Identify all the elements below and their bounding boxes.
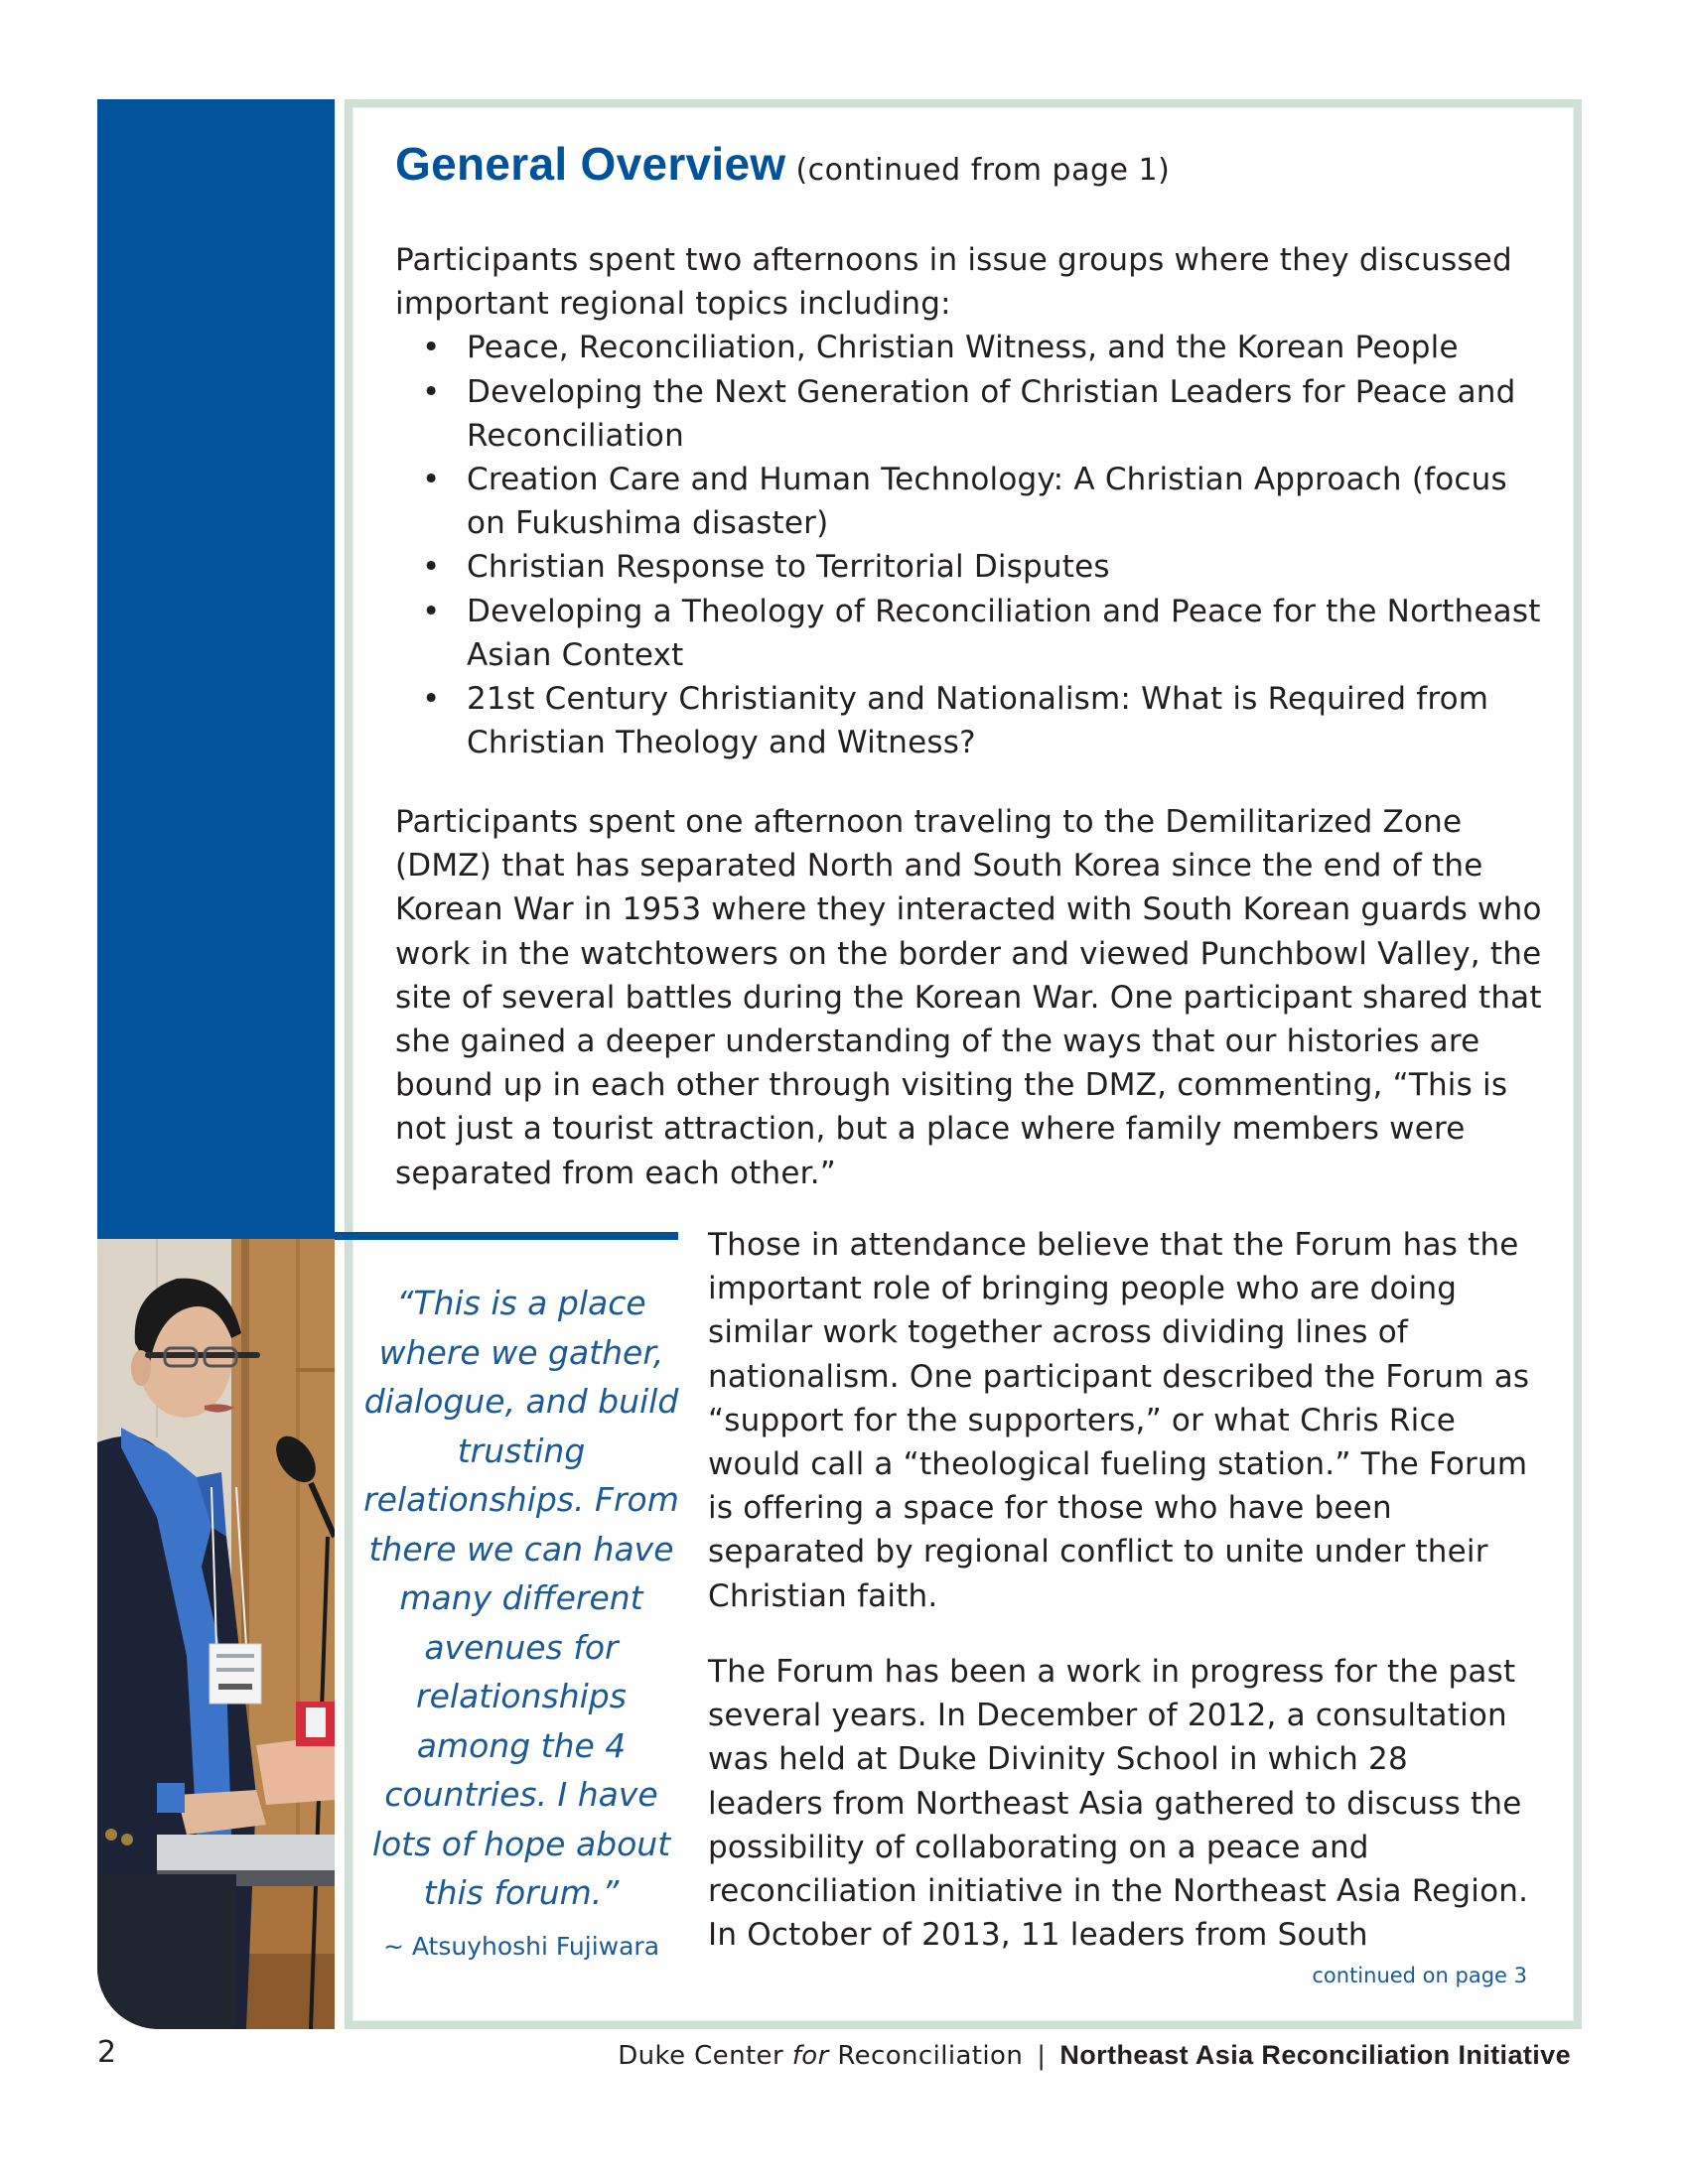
speaker-photo-illustration	[97, 1239, 335, 2029]
page-number: 2	[97, 2035, 117, 2070]
bullet-icon: •	[422, 330, 441, 366]
list-item: • Developing the Next Generation of Christian Leaders for Peace and Reconciliation	[395, 370, 1547, 458]
footer-org-part2: Reconciliation	[828, 2041, 1024, 2071]
paragraph-forum-role: Those in attendance believe that the Forum has the important role of bringing people who are doing similar work together across dividing lines of nationalism. One participant described the Forum as “support for the supporters,” or what Chris Rice would call a “theological fueling station.” The Forum is offering a space for those who have been separated by regional conflict to unite under their Christian faith.	[708, 1227, 1530, 1614]
speaker-photo	[97, 1239, 335, 2029]
footer-org-part1: Duke Center	[618, 2041, 792, 2071]
pull-quote-attribution: ~ Atsuyhoshi Fujiwara	[382, 1932, 660, 1961]
list-item: • Peace, Reconciliation, Christian Witness, and the Korean People	[395, 326, 1547, 369]
bullet-icon: •	[422, 462, 441, 498]
bullet-icon: •	[422, 593, 441, 629]
continued-on-page-link[interactable]: continued on page 3	[1312, 1964, 1527, 1987]
section-subtitle: (continued from page 1)	[795, 153, 1171, 188]
section-header	[395, 137, 1170, 191]
blue-divider-rule	[335, 1232, 678, 1240]
footer-initiative-name: Northeast Asia Reconciliation Initiative	[1059, 2040, 1571, 2070]
bullet-icon: •	[422, 373, 441, 410]
list-item: • Creation Care and Human Technology: A Christian Approach (focus on Fukushima disaster)	[395, 458, 1547, 545]
section-title: General Overview	[395, 138, 786, 190]
footer	[618, 2040, 1571, 2071]
list-item: • 21st Century Christianity and Nationalism: What is Required from Christian Theology and Witness?	[395, 677, 1547, 764]
bullet-icon: •	[422, 549, 441, 586]
topic-list	[395, 326, 1547, 764]
bullet-icon: •	[422, 681, 441, 718]
list-item: • Christian Response to Territorial Disputes	[395, 545, 1547, 589]
list-item: • Developing a Theology of Reconciliation and Peace for the Northeast Asian Context	[395, 590, 1547, 677]
paragraph-dmz: Participants spent one afternoon traveling to the Demilitarized Zone (DMZ) that has separated North and South Korea since the end of the Korean War in 1953 where they interacted with South Korean guards who work in the watchtowers on the border and viewed Punchbowl Valley, the site of several battles during the Korean War. One participant shared that she gained a deeper understanding of the ways that our histories are bound up in each other through visiting the DMZ, commenting, “This is not just a tourist attraction, but a place where family members were separated from each other.”	[395, 804, 1542, 1191]
blue-sidebar-bar	[97, 99, 335, 1239]
footer-separator: |	[1037, 2041, 1047, 2071]
paragraph-intro: Participants spent two afternoons in issue groups where they discussed important regional topics including:	[395, 242, 1512, 323]
paragraph-issue-groups	[395, 238, 1547, 764]
pull-quote: “This is a place where we gather, dialogue, and build trusting relationships. From there we can have many different avenues for relationships among the 4 countries. I have lots of hope about this forum.”	[363, 1284, 679, 1912]
paragraph-forum-history: The Forum has been a work in progress for the past several years. In December of 2012, a consultation was held at Duke Divinity School in which 28 leaders from Northeast Asia gathered to discuss the possibility of collaborating on a peace and reconciliation initiative in the Northeast Asia Region. In October of 2013, 11 leaders from South	[708, 1654, 1529, 1954]
footer-org-italic: for	[791, 2041, 829, 2071]
